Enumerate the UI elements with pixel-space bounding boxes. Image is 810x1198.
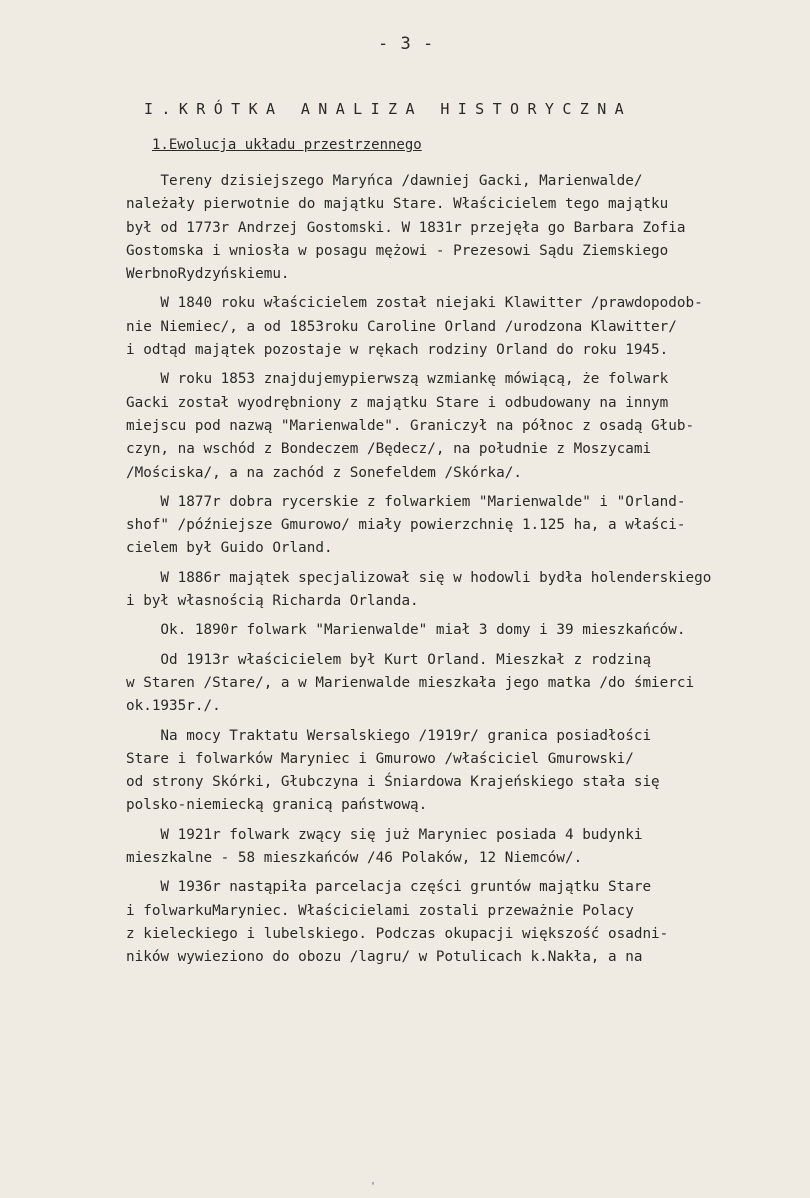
text-line: Gacki został wyodrębniony z majątku Stare i odbudowany na innym xyxy=(126,394,669,411)
text-line: Stare i folwarków Maryniec i Gmurowo /właściciel Gmurowski/ xyxy=(126,750,634,767)
text-line: miejscu pod nazwą "Marienwalde". Graniczył na północ z osadą Głub- xyxy=(126,417,695,434)
text-line: cielem był Guido Orland. xyxy=(126,540,333,557)
text-line: shof" /późniejsze Gmurowo/ miały powierzchnię 1.125 ha, a właści- xyxy=(126,517,686,534)
text-line: z kieleckiego i lubelskiego. Podczas okupacji większość osadni- xyxy=(126,925,669,942)
paragraph xyxy=(126,619,806,642)
paragraph xyxy=(126,725,806,818)
paragraph xyxy=(126,649,806,719)
paragraph xyxy=(126,368,806,484)
paragraph xyxy=(126,292,806,362)
text-line: należały pierwotnie do majątku Stare. Właścicielem tego majątku xyxy=(126,196,669,213)
text-line: Ok. 1890r folwark "Marienwalde" miał 3 domy i 39 mieszkańców. xyxy=(126,622,686,639)
text-line: nie Niemiec/, a od 1853roku Caroline Orland /urodzona Klawitter/ xyxy=(126,318,677,335)
text-line: Na mocy Traktatu Wersalskiego /1919r/ granica posiadłości xyxy=(126,727,652,744)
text-line: W 1886r majątek specjalizował się w hodowli bydła holenderskiego xyxy=(126,569,712,586)
text-line: czyn, na wschód z Bondeczem /Będecz/, na południe z Moszycami xyxy=(126,441,652,458)
text-line: ok.1935r./. xyxy=(126,698,221,715)
text-line: w Staren /Stare/, a w Marienwalde mieszkała jego matka /do śmierci xyxy=(126,674,695,691)
text-line: /Mościska/, a na zachód z Sonefeldem /Skórka/. xyxy=(126,464,522,481)
text-line: WerbnoRydzyńskiemu. xyxy=(126,266,290,283)
paragraph xyxy=(126,170,806,286)
text-line: W 1840 roku właścicielem został niejaki Klawitter /prawdopodob- xyxy=(126,295,703,312)
text-line: W 1877r dobra rycerskie z folwarkiem "Marienwalde" i "Orland- xyxy=(126,493,686,510)
section-title: I.KRÓTKA ANALIZA HISTORYCZNA xyxy=(144,100,633,118)
page-number: - 3 - xyxy=(378,34,435,54)
text-line: ników wywieziono do obozu /lagru/ w Potulicach k.Nakła, a na xyxy=(126,949,643,966)
paragraph xyxy=(126,567,806,614)
text-line: był od 1773r Andrzej Gostomski. W 1831r przejęła go Barbara Zofia xyxy=(126,219,686,236)
text-line: W 1921r folwark zwący się już Maryniec posiada 4 budynki xyxy=(126,826,643,843)
text-line: W 1936r nastąpiła parcelacja części gruntów majątku Stare xyxy=(126,879,652,896)
body-text xyxy=(126,170,806,970)
text-line: i był własnością Richarda Orlanda. xyxy=(126,593,419,610)
subsection-title: 1.Ewolucja układu przestrzennego xyxy=(152,137,422,153)
text-line: i folwarkuMaryniec. Właścicielami zostali przeważnie Polacy xyxy=(126,902,634,919)
text-line: Tereny dzisiejszego Maryńca /dawniej Gacki, Marienwalde/ xyxy=(126,173,643,189)
paragraph xyxy=(126,491,806,561)
text-line: Od 1913r właścicielem był Kurt Orland. Mieszkał z rodziną xyxy=(126,651,652,668)
text-line: mieszkalne - 58 mieszkańców /46 Polaków, 12 Niemców/. xyxy=(126,850,583,867)
text-line: W roku 1853 znajdujemypierwszą wzmiankę mówiącą, że folwark xyxy=(126,371,669,388)
paragraph xyxy=(126,824,806,871)
margin-mark: ' xyxy=(370,1181,377,1192)
paragraph xyxy=(126,876,806,969)
text-line: od strony Skórki, Głubczyna i Śniardowa Krajeńskiego stała się xyxy=(126,774,660,791)
text-line: i odtąd majątek pozostaje w rękach rodziny Orland do roku 1945. xyxy=(126,342,669,359)
text-line: Gostomska i wniosła w posagu mężowi - Prezesowi Sądu Ziemskiego xyxy=(126,242,669,259)
text-line: polsko-niemiecką granicą państwową. xyxy=(126,797,428,814)
